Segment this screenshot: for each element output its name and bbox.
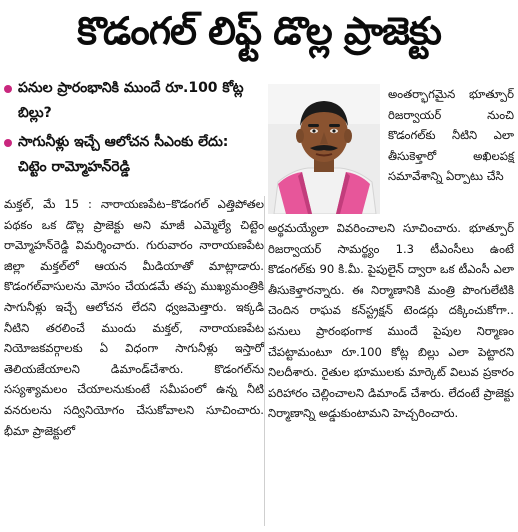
- subheads: [4, 76, 260, 180]
- bullet-icon: [4, 85, 12, 93]
- column-divider: [264, 196, 265, 526]
- subhead-2-text: సాగునీళ్లు ఇచ్చే ఆలోచన సీఎంకు లేదు: చిట్టెం రామ్మోహన్‌రెడ్డి: [18, 134, 229, 175]
- subhead-1-text: పనుల ప్రారంభానికి ముందే రూ.100 కోట్ల బిల్లు?: [18, 80, 244, 121]
- politician-photo: [268, 84, 380, 214]
- subhead-2: [4, 130, 260, 180]
- headline: కొడంగల్ లిఫ్ట్ డొల్ల ప్రాజెక్టు: [77, 9, 441, 53]
- portrait-illustration: [268, 84, 380, 214]
- article-body-left: మక్తల్, మే 15 : నారాయణపేట–కొడంగల్ ఎత్తిపోతల పథకం ఒక డొల్ల ప్రాజెక్టు అని మాజీ ఎమ్మెల్యే చిట్టెం రామ్మోహన్‌రెడ్డి విమర్శించారు. గురువారం నారాయణపేట జిల్లా మక్తల్‌లో ఆయన మీడియాతో మాట్లాడారు. కొడంగల్‌వాసులను మోసం చేయడమే తప్ప ముఖ్యమంత్రికి సాగునీళ్లు ఇచ్చే ఆలోచన లేదని ధ్వజమెత్తారు. ఇక్కడి నీటిని తరలించే ముందు మక్తల్, నారాయణపేట నియోజకవర్గాలకు ఏ విధంగా సాగునీళ్లు ఇస్తారో తెలియజేయాలని డిమాండ్‌చేశారు. కొడంగల్‌ను సస్యశ్యామలం చేయాలనుకుంటే సమీపంలో ఉన్న నీటి వనరులను సద్వినియోగం చేసుకోవాలని సూచించారు. భీమా ప్రాజెక్టులో: [4, 197, 264, 438]
- bullet-icon: [4, 139, 12, 147]
- article-body-right-top: అంతర్భాగమైన భూత్పూర్ రిజర్వాయర్ నుంచి కొడంగల్‌కు నీటిని ఎలా తీసుకెళ్తారో అఖిలపక్ష సమావేశాన్ని ఏర్పాటు చేసి: [388, 87, 514, 184]
- article-body-right: అర్థమయ్యేలా వివరించాలని సూచించారు. భూత్పూర్ రిజర్వాయర్ సామర్థ్యం 1.3 టీఎంసీలు ఉంటే కొడంగల్‌కు 90 కి.మీ. పైపులైన్ ద్వారా ఒక టీఎంసీ ఎలా తీసుకెళ్తారన్నారు. ఈ నిర్మాణానికి మంత్రి పొంగులేటికి చెందిన రాఘవ కన్‌స్ట్రక్షన్ టెండర్లు దక్కించుకోగా.. పనులు ప్రారంభంగాక ముందే పైపుల నిర్మాణం చేపట్టామంటూ రూ.100 కోట్ల బిల్లు ఎలా పెట్టారని నిలదీశారు. రైతుల భూములకు మార్కెట్ విలువ ప్రకారం పరిహారం చెల్లించాలని డిమాండ్ చేశారు. లేదంటే ప్రాజెక్టు నిర్మాణాన్ని అడ్డుకుంటామని హెచ్చరించారు.: [268, 221, 514, 421]
- headline-box: [0, 0, 518, 72]
- subhead-1: [4, 76, 260, 126]
